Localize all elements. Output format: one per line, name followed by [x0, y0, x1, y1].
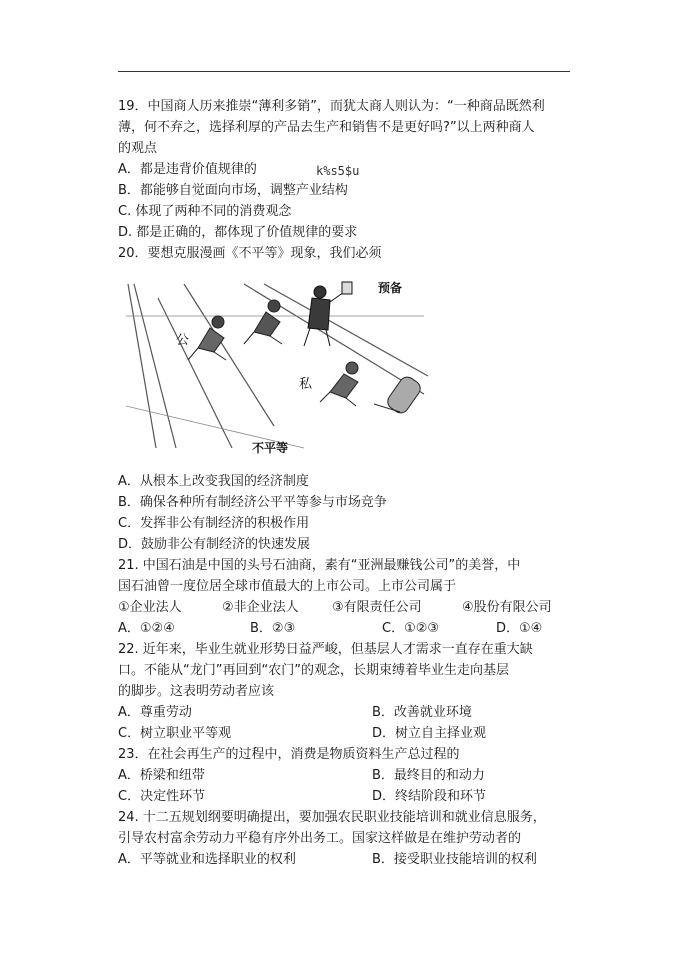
label-public: 公 [176, 333, 190, 348]
q19-option-a: A．都是违背价值规律的 [118, 162, 257, 177]
q22-stem-line1: 22. 近年来，毕业生就业形势日益严峻，但基层人才需求一直存在重大缺 [118, 642, 533, 657]
q22-stem-line2: 口。不能从“龙门”再回到“农门”的观念，长期束缚着毕业生走向基层 [118, 663, 509, 678]
q21-item-3: ③有限责任公司 [332, 600, 422, 615]
q20-stem: 20．要想克服漫画《不平等》现象，我们必须 [118, 246, 382, 261]
q19-option-d: D. 都是正确的，都体现了价值规律的要求 [118, 225, 358, 240]
q24-option-b: B．接受职业技能培训的权利 [372, 852, 537, 867]
q22-option-b: B．改善就业环境 [372, 705, 472, 720]
q19-stem-line1: 19．中国商人历来推崇“薄利多销”，而犹太商人则认为：“一种商品既然利 [118, 99, 545, 114]
q23-option-b: B．最终目的和动力 [372, 768, 485, 783]
cartoon-unequal [124, 276, 436, 456]
cartoon-caption: 不平等 [252, 441, 289, 455]
q21-item-2: ②非企业法人 [222, 600, 299, 615]
q21-option-b: B．②③ [250, 621, 296, 636]
q19-stem-line3: 的观点 [118, 141, 158, 156]
q21-option-c: C．①②③ [382, 621, 440, 636]
q19-option-c: C. 体现了两种不同的消费观念 [118, 204, 292, 219]
q23-option-d: D．终结阶段和环节 [372, 789, 487, 804]
q23-stem: 23．在社会再生产的过程中，消费是物质资料生产总过程的 [118, 747, 460, 762]
q22-stem-line3: 的脚步。这表明劳动者应该 [118, 684, 275, 699]
official-figure [304, 282, 352, 346]
runner-public [188, 316, 226, 360]
q21-option-d: D．①④ [496, 621, 543, 636]
q21-item-1: ①企业法人 [118, 600, 182, 615]
label-private: 私 [299, 377, 313, 392]
q24-stem-line1: 24. 十二五规划纲要明确提出，要加强农民职业技能培训和就业信息服务， [118, 810, 546, 825]
q20-option-d: D．鼓励非公有制经济的快速发展 [118, 537, 311, 552]
q21-stem-line1: 21. 中国石油是中国的头号石油商，素有“亚洲最赚钱公司”的美誉，中 [118, 558, 521, 573]
runner-private [320, 362, 358, 406]
runner-middle [244, 300, 282, 344]
q23-option-a: A．桥梁和纽带 [118, 768, 205, 783]
q19-option-b: B．都能够自觉面向市场，调整产业结构 [118, 183, 348, 198]
q20-option-b: B．确保各种所有制经济公平平等参与市场竞争 [118, 495, 387, 510]
q24-stem-line2: 引导农村富余劳动力平稳有序外出务工。国家这样做是在维护劳动者的 [118, 831, 522, 846]
header-rule [118, 71, 570, 72]
q21-stem-line2: 国石油曾一度位居全球市值最大的上市公司。上市公司属于 [118, 579, 457, 594]
q21-option-a: A．①②④ [118, 621, 175, 636]
q23-option-c: C．决定性环节 [118, 789, 206, 804]
q21-item-4: ④股份有限公司 [462, 600, 552, 615]
q20-option-c: C．发挥非公有制经济的积极作用 [118, 516, 310, 531]
q24-option-a: A．平等就业和选择职业的权利 [118, 852, 296, 867]
heavy-burden [374, 374, 423, 416]
q22-option-a: A．尊重劳动 [118, 705, 192, 720]
q20-option-a: A．从根本上改变我国的经济制度 [118, 474, 309, 489]
label-ready: 预备 [378, 281, 403, 295]
q19-stem-line2: 薄，何不弃之，选择利厚的产品去生产和销售不是更好吗?”以上两种商人 [118, 120, 535, 135]
q22-option-d: D．树立自主择业观 [372, 726, 487, 741]
q22-option-c: C．树立职业平等观 [118, 726, 232, 741]
watermark-text: k%s5$u [316, 164, 360, 178]
